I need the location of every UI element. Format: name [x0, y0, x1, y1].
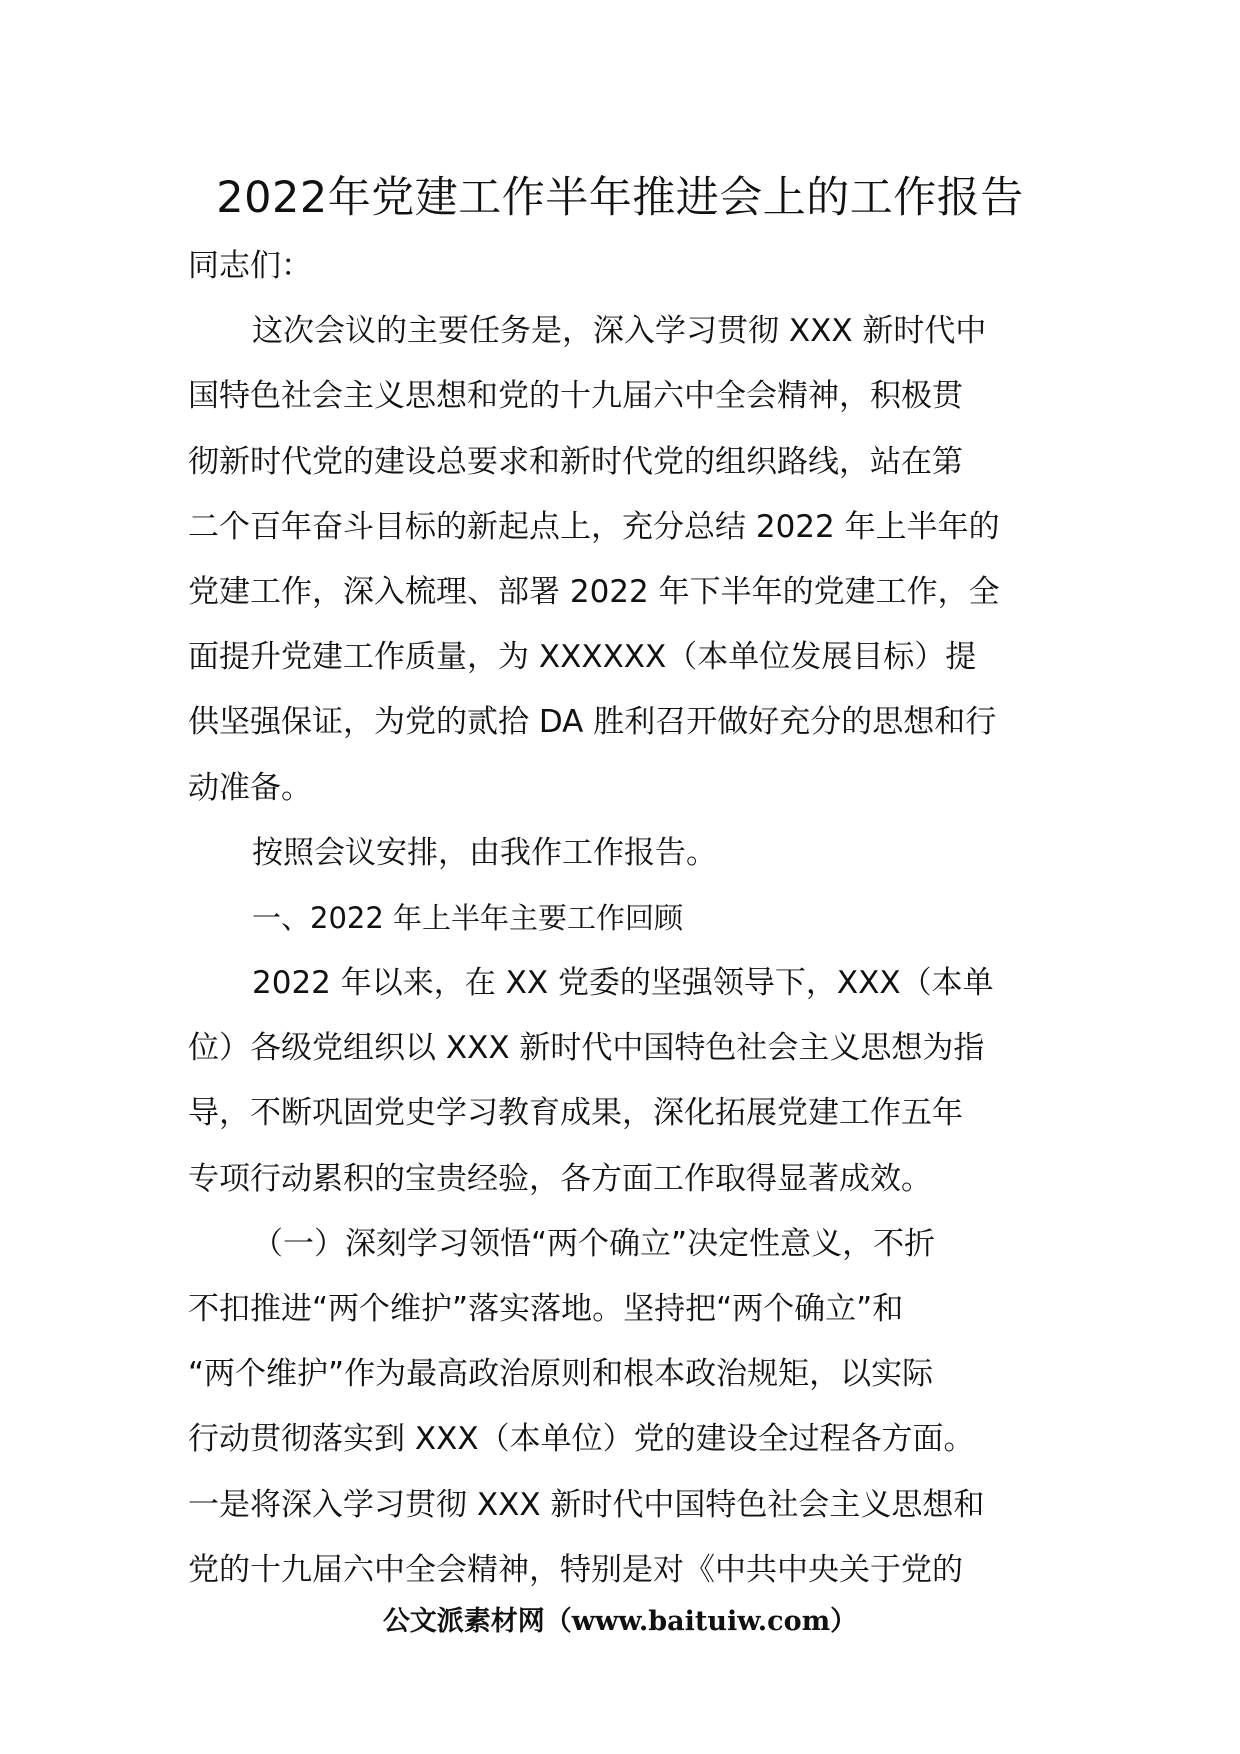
- text-line: 2022 年以来，在 XX 党委的坚强领导下，XXX（本单: [252, 965, 994, 1002]
- text-line: 二个百年奋斗目标的新起点上，充分总结 2022 年上半年的: [188, 508, 1000, 545]
- text-line: 位）各级党组织以 XXX 新时代中国特色社会主义思想为指: [188, 1030, 985, 1067]
- text-line: 国特色社会主义思想和党的十九届六中全会精神，积极贯: [188, 378, 963, 415]
- text-line: 供坚强保证，为党的贰拾 DA 胜利召开做好充分的思想和行: [188, 704, 997, 741]
- text-line: 一是将深入学习贯彻 XXX 新时代中国特色社会主义思想和: [188, 1486, 985, 1523]
- document-title: 2022年党建工作半年推进会上的工作报告: [216, 173, 1024, 223]
- text-line: 党的十九届六中全会精神，特别是对《中共中央关于党的: [188, 1551, 963, 1588]
- text-line: 行动贯彻落实到 XXX（本单位）党的建设全过程各方面。: [188, 1421, 975, 1458]
- text-line: 按照会议安排，由我作工作报告。: [252, 834, 717, 871]
- text-line: “两个维护”作为最高政治原则和根本政治规矩，以实际: [188, 1356, 934, 1393]
- text-line: 彻新时代党的建设总要求和新时代党的组织路线，站在第: [188, 443, 963, 480]
- text-line: 同志们：: [188, 248, 312, 284]
- document-body: [188, 234, 1058, 1603]
- footer-watermark: 公文派素材网（www.baituiw.com）: [382, 1606, 858, 1637]
- text-line: 这次会议的主要任务是，深入学习贯彻 XXX 新时代中: [252, 313, 987, 350]
- text-line: 党建工作，深入梳理、部署 2022 年下半年的党建工作，全: [188, 573, 1000, 610]
- text-line: 不扣推进“两个维护”落实落地。坚持把“两个确立”和: [188, 1291, 904, 1327]
- section-heading: 一、2022 年上半年主要工作回顾: [252, 900, 684, 935]
- text-line: （一）深刻学习领悟“两个确立”决定性意义，不折: [252, 1225, 936, 1262]
- text-line: 面提升党建工作质量，为 XXXXXX（本单位发展目标）提: [188, 639, 977, 676]
- text-line: 专项行动累积的宝贵经验，各方面工作取得显著成效。: [188, 1160, 932, 1197]
- text-line: 导，不断巩固党史学习教育成果，深化拓展党建工作五年: [188, 1095, 963, 1132]
- text-line: 动准备。: [188, 769, 312, 806]
